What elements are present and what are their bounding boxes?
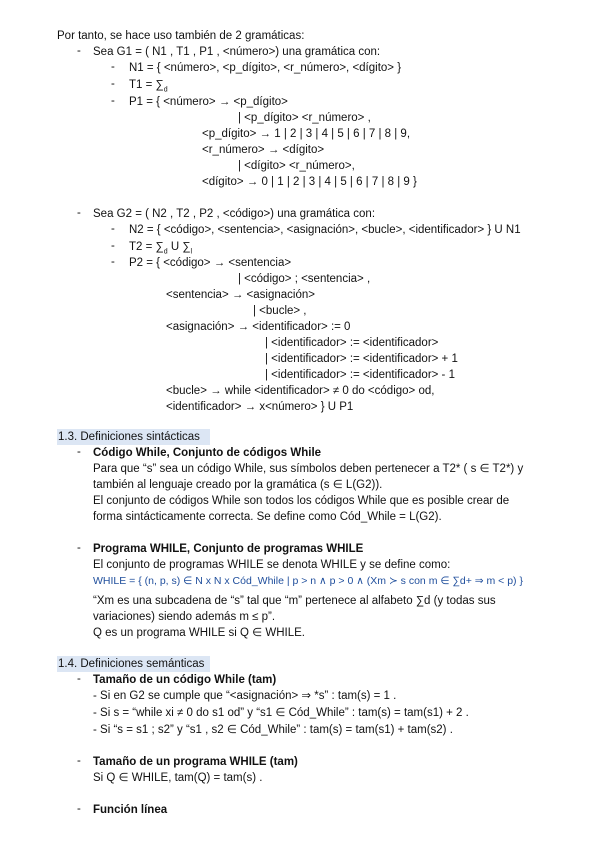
g2-p2-line: <identificador> → x<número> } U P1: [166, 401, 354, 413]
sec13-item1-line: Para que “s” sea un código While, sus símbolos deben pertenecer a T2* ( s ∈ T2*) y: [93, 463, 524, 475]
g1-p1-line: <p_dígito> → 1 | 2 | 3 | 4 | 5 | 6 | 7 | 8 | 9,: [202, 128, 411, 140]
g1-p1-line: <r_número> → <dígito>: [202, 144, 325, 156]
g1-p1-line: | <p_dígito> <r_número> ,: [238, 112, 371, 124]
sec13-item2-title: Programa WHILE, Conjunto de programas WHILE: [93, 543, 364, 555]
g1-t1: $T1 = \sum_d$: [129, 79, 168, 94]
sec14-item2-line: Si Q ∈ WHILE, tam(Q) = tam(s) .: [93, 772, 263, 784]
sec13-item2-line: “Xm es una subcadena de “s” tal que “m” pertenece al alfabeto ∑d (y todas sus: [93, 595, 496, 607]
sec13-item1-title: Código While, Conjunto de códigos While: [93, 447, 322, 459]
g2-p2-line: | <identificador> := <identificador>: [265, 337, 439, 349]
g2-p2-line: | <identificador> := <identificador> + 1: [265, 353, 458, 365]
g2-p2-line: | <código> ; <sentencia> ,: [238, 273, 371, 285]
bullet-dash: -: [77, 446, 81, 458]
bullet-dash: -: [77, 542, 81, 554]
bullet-dash: -: [77, 755, 81, 767]
sec14-item1-line: - Si “s = s1 ; s2” y “s1 , s2 ∈ Cód_While” : tam(s) = tam(s1) + tam(s2) .: [93, 724, 453, 736]
g2-p2-line: <asignación> → <identificador> := 0: [166, 321, 351, 333]
sec14-item3-title: Función línea: [93, 804, 168, 816]
g2-p2-line: P2 = { <código> → <sentencia>: [129, 257, 292, 269]
bullet-dash: -: [77, 803, 81, 815]
bullet-dash: -: [111, 95, 115, 107]
section-1-4-title: 1.4. Definiciones semánticas: [58, 658, 205, 670]
g2-p2-line: | <identificador> := <identificador> - 1: [265, 369, 455, 381]
sec14-item1-line: - Si en G2 se cumple que “<asignación> ⇒ *s” : tam(s) = 1 .: [93, 690, 397, 702]
g1-header: Sea G1 = ( N1 , T1 , P1 , <número>) una gramática con:: [93, 46, 381, 58]
bullet-dash: -: [77, 207, 81, 219]
g2-t2: $T2 = \sum_d$ U $\sum_l$: [129, 241, 193, 256]
bullet-dash: -: [111, 223, 115, 235]
sec13-item1-line: también al lenguaje creado por la gramática (s ∈ L(G2)).: [93, 479, 383, 491]
sec14-item1-title: Tamaño de un código While (tam): [93, 674, 277, 686]
sec13-item2-line: El conjunto de programas WHILE se denota WHILE y se define como:: [93, 559, 451, 571]
sec13-item2-line: variaciones) siendo además m ≤ p”.: [93, 611, 276, 623]
sec14-item1-line: - Si s = “while xi ≠ 0 do s1 od” y “s1 ∈ Cód_While” : tam(s) = tam(s1) + 2 .: [93, 707, 469, 719]
intro-text: Por tanto, se hace uso también de 2 gramáticas:: [57, 30, 305, 42]
while-set-formula: WHILE = { (n, p, s) ∈ N x N x Cód_While | p > n ∧ p > 0 ∧ (Xm ≻ s con m ∈ ∑d+ ⇒ m < p) }: [93, 575, 523, 587]
section-1-3-title: 1.3. Definiciones sintácticas: [58, 431, 200, 443]
sec13-item1-line: El conjunto de códigos While son todos los códigos While que es posible crear de: [93, 495, 510, 507]
bullet-dash: -: [111, 78, 115, 90]
g1-p1-line: | <dígito> <r_número>,: [238, 160, 355, 172]
g1-p1-line: <dígito> → 0 | 1 | 2 | 3 | 4 | 5 | 6 | 7 | 8 | 9 }: [202, 176, 417, 188]
g2-p2-line: <sentencia> → <asignación>: [166, 289, 315, 301]
g2-p2-line: | <bucle> ,: [253, 305, 307, 317]
g2-n2: N2 = { <código>, <sentencia>, <asignación>, <bucle>, <identificador> } U N1: [129, 224, 521, 236]
bullet-dash: -: [111, 240, 115, 252]
g2-header: Sea G2 = ( N2 , T2 , P2 , <código>) una gramática con:: [93, 208, 376, 220]
bullet-dash: -: [77, 673, 81, 685]
sec13-item1-line: forma sintácticamente correcta. Se define como Cód_While = L(G2).: [93, 511, 442, 523]
bullet-dash: -: [111, 61, 115, 73]
g2-p2-line: <bucle> → while <identificador> ≠ 0 do <código> od,: [166, 385, 435, 397]
sec13-item2-line: Q es un programa WHILE si Q ∈ WHILE.: [93, 627, 305, 639]
g1-p1-line: P1 = { <número> → <p_dígito>: [129, 96, 288, 108]
bullet-dash: -: [77, 45, 81, 57]
sec14-item2-title: Tamaño de un programa WHILE (tam): [93, 756, 298, 768]
g1-n1: N1 = { <número>, <p_dígito>, <r_número>, <dígito> }: [129, 62, 402, 74]
bullet-dash: -: [111, 256, 115, 268]
